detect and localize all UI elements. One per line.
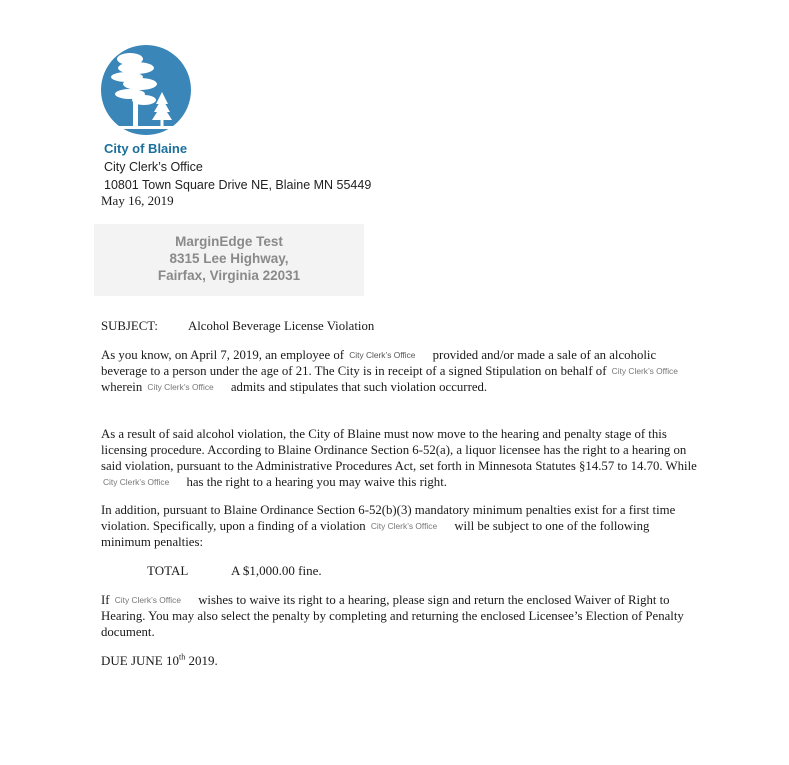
p3-text-b: will be subject to one of the following minimum penalties:: [101, 519, 650, 549]
recipient-street: 8315 Lee Highway,: [169, 251, 289, 266]
p1-text-c: wherein: [101, 380, 143, 394]
p4-text-a: If: [101, 593, 110, 607]
recipient-name: MarginEdge Test: [175, 234, 283, 249]
city-logo-icon: [100, 44, 192, 136]
placeholder-field: City Clerk’s Office: [101, 477, 183, 488]
placeholder-field: City Clerk’s Office: [369, 521, 451, 532]
penalty-label: TOTAL: [147, 563, 189, 578]
due-prefix: DUE JUNE 10: [101, 653, 179, 668]
subject-label: SUBJECT:: [101, 319, 158, 333]
due-year: 2019.: [185, 653, 218, 668]
letterhead: [104, 140, 371, 194]
penalty-line: [147, 563, 322, 579]
letter-date: May 16, 2019: [101, 193, 174, 208]
recipient-city: Fairfax, Virginia 22031: [157, 268, 301, 283]
paragraph-3: [101, 502, 701, 550]
office-address: 10801 Town Square Drive NE, Blaine MN 55449: [104, 178, 372, 192]
placeholder-field: City Clerk’s Office: [610, 366, 692, 377]
penalty-amount: A $1,000.00 fine.: [231, 563, 322, 578]
org-name: City of Blaine: [104, 141, 188, 156]
p1-text-d: admits and stipulates that such violation occurred.: [230, 380, 488, 394]
paragraph-4: [101, 592, 701, 640]
subject-line: [101, 318, 701, 334]
subject-text: Alcohol Beverage License Violation: [188, 319, 375, 333]
due-date: [101, 653, 218, 669]
paragraph-1: [101, 347, 701, 395]
placeholder-field: City Clerk’s Office: [113, 595, 195, 606]
p1-text-b: provided and/or made a sale of an alcoholic beverage to a person under the age of 21. The City is in receipt of a signed Stipulation on behalf of: [101, 348, 657, 378]
p2-text-a: As a result of said alcohol violation, the City of Blaine must now move to the hearing and penalty stage of this licensing procedure. According to Blaine Ordinance Section 6-52(a), a liquor licensee has the right to a hearing on said violation, pursuant to the Administrative Procedures Act, set forth in Minnesota Statutes §14.57 to 14.70. While: [101, 427, 697, 473]
paragraph-2: [101, 426, 701, 490]
placeholder-field: City Clerk’s Office: [347, 350, 429, 361]
p2-text-b: has the right to a hearing you may waive this right.: [186, 475, 447, 489]
office-name: City Clerk’s Office: [104, 160, 203, 174]
placeholder-field: City Clerk’s Office: [145, 382, 227, 393]
p3-text-a: In addition, pursuant to Blaine Ordinance Section 6-52(b)(3) mandatory minimum penalties exist for a first time violation. Specifically, upon a finding of a violation: [101, 503, 676, 533]
p1-text-a: As you know, on April 7, 2019, an employee of: [101, 348, 344, 362]
due-sup: th: [179, 652, 186, 662]
recipient-address-block: [94, 224, 364, 296]
p4-text-b: wishes to waive its right to a hearing, please sign and return the enclosed Waiver of Right to Hearing. You may also select the penalty by completing and returning the enclosed Licensee’s Election of Penalty document.: [101, 593, 684, 639]
